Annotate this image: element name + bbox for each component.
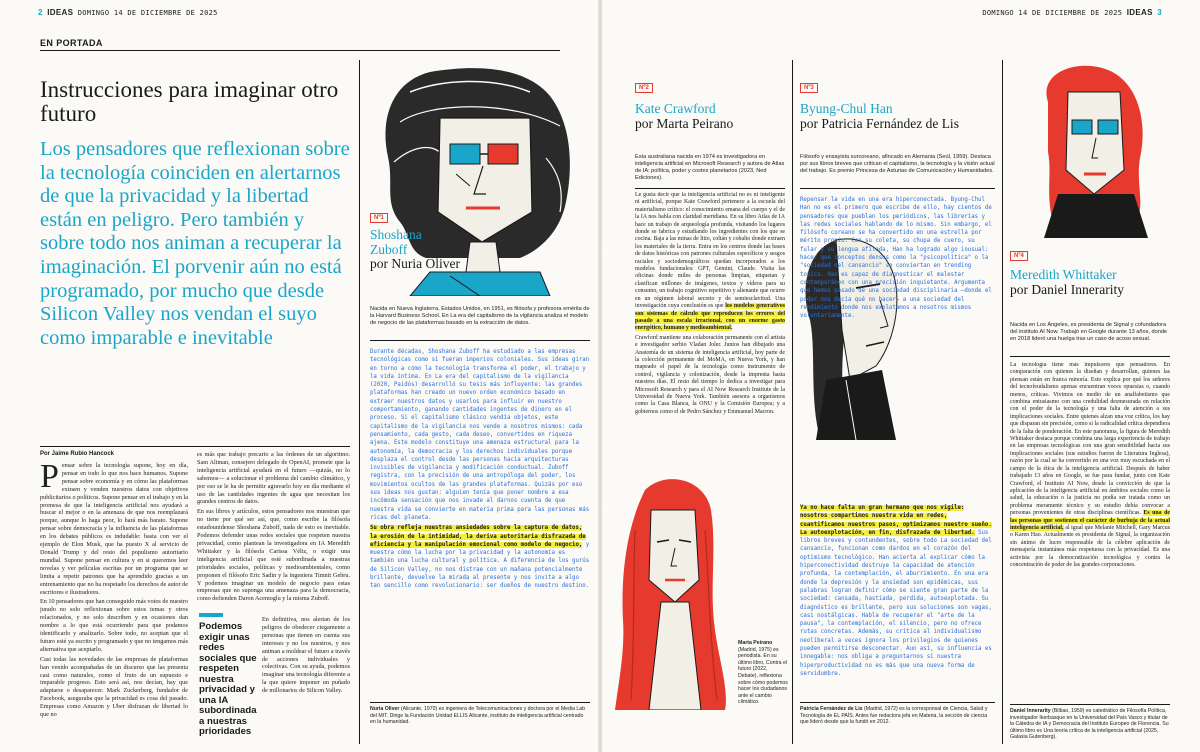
right-folio <box>982 8 1162 17</box>
profile-3-text-cont <box>800 504 995 698</box>
profile-2-text <box>635 192 785 476</box>
meredith-whittaker-illustration <box>1008 62 1168 238</box>
profile-2-number-tag: Nº2 <box>635 83 653 93</box>
column-divider <box>792 60 793 744</box>
headline: Instrucciones para imaginar otro futuro <box>40 77 339 126</box>
profile-1-header <box>370 206 460 272</box>
top-rule <box>40 50 560 51</box>
profile-1-text <box>370 348 590 696</box>
profile-2-sig-name: Marta Peirano <box>738 640 773 646</box>
profile-1-sig-name: Nuria Oliver <box>370 706 400 712</box>
profile-4-highlight: Es una de las personas que sostienen el carácter de burbuja de la actual inteligencia artificial, <box>1010 510 1170 531</box>
profile-2-text-cont <box>738 480 788 630</box>
profile-2-name: Kate Crawford <box>635 101 716 116</box>
profile-4-bio: Nacida en Los Ángeles, es presidenta de Signal y cofundadora del instituto AI Now. Trabajó en Google durante 13 años, donde en 2018 lideró una huelga tras un caso de acoso sexual. <box>1010 322 1168 342</box>
profile-4-sig-text: (Bilbao, 1959) es catedrático de Filosofía Política, investigador Ikerbasque en la Universidad del País Vasco y titular de la Cátedra de IA y Democracia del Instituto Europeo de Florencia. Su último libro es Una teoría crítica de la inteligencia artificial (2025, Galaxia Gutenberg). <box>1010 708 1169 741</box>
profile-2-paragraph: Le gusta decir que la inteligencia artificial no es ni inteligente ni artificial, porque Kate Crawford pertenece a la escuela del materialismo crítico: el conocimiento emana del cuerpo y el de la IA nos habla con claridad meridiana. En su libro Atlas de IA hace un trabajo de arqueología profunda, visitando los lugares donde se fabrica y estudiando los ingredientes con los que se cocina. Baja a las minas de litio, coltán y cobalto donde extraen los materiales de la tierra. Entra en los centros donde las bases de datos históricas con patrones culturales específicos y sesgos raciales y sociodemográficos quedan incorporados a los modelos fundacionales: GPT, Gemini, Claude. Visita las oficinas donde miles de personas limpian, etiquetan y clasifican millones de imágenes, textos y vídeos para su consumo, un trabajo cognitivo repetitivo y alienante que ocurre en un régimen laboral secreto y de semiesclavitud. Una investigación cuya conclusión es que <box>635 192 785 310</box>
article-paragraph: es más que trabajo precario a las órdenes de un algoritmo. Sam Altman, consejero delegado de OpenAI, promete que la inteligencia artificial ayudará en el futuro —quizás, no lo sabemos— a solucionar el problema del cambio climático, y por eso se le ha de permitir agravarlo hoy en día mediante el uso de las cantidades ingentes de agua que necesitan los grandes centros de datos. <box>197 451 350 506</box>
profile-1-paragraph: y muestra cómo la lucha por la privacidad y la autonomía es también una lucha cultural y política. A diferencia de los gurús de Silicon Valley, no nos distrae con un mañana potencialmente brillante, devuelve la mirada al presente y nos invita a algo tan sencillo como revolucionario: ser dueños de nuestro destino. <box>370 541 590 590</box>
profile-4-author: por Daniel Innerarity <box>1010 281 1124 297</box>
article-column-2b <box>262 616 350 744</box>
profile-1-highlight: Su obra refleja nuestras ansiedades sobre la captura de datos, la erosión de la intimidad, la deriva autoritaria disfrazada de eficiencia y la manipulación emocional como modelo de negocio, <box>370 525 586 548</box>
left-folio <box>38 8 218 17</box>
right-page <box>600 0 1200 752</box>
profile-2-paragraph: Crawford mantiene una colaboración permanente con el artista e investigador serbio Vladan Joler. Juntos han dibujado una Anatomía de un sistema de inteligencia artificial, hoy parte de la colección permanente del MoMA, en Nueva York, y han mapeado el papel de la tecnología como instrumento de control, vigilancia y colonización, desde la imprenta hasta nuestros días. El resto del tiempo lo dedica a investigar para Microsoft Research y para el AI Now Research Institute de la Universidad de Nueva York. También asesora a organismos como la Casa Blanca, la ONU y la Comisión Europea; y a gobiernos como el de Pedro Sánchez y Emmanuel Macron. <box>635 334 785 415</box>
profile-1-name: Shoshana Zuboff <box>370 227 422 257</box>
profile-3-header <box>800 76 990 131</box>
profile-4-rule <box>1010 356 1170 357</box>
profile-4-header <box>1010 244 1170 297</box>
profile-4-paragraph: La tecnología tiene más impulsores que pensadores. En comparación con quienes la diseñan y desarrollan, quienes las piensan están en franca minoría. Esto explica por qué los señores del tecnofeudalismo apenas encuentran voces opuestas o, cuando menos, críticas. Vivimos en medio de un analfabetismo que combina entusiasmo con una credulidad desmesurada en relación con el poder de la tecnología y una falta de atención a sus implicaciones sociales. Entre quienes alzan una voz crítica, los hay que disparan sin precisión, como si la radicalidad crítica dependiera de la falta de ponderación. En este panorama, la figura de Meredith Whittaker destaca porque combina una larga experiencia de trabajo en las empresas tecnológicas con una gran sensibilidad hacia sus implicaciones sociales (sus estudios fueron de Literatura Inglesa), razón por la cual se ha convertido en una voz muy escuchada en el campo de la ética de la inteligencia artificial. Después de haber trabajado 13 años en Google, se fue para fundar, junto con Kate Crawford, el Instituto AI Now, desde la convicción de que la aplicación de la inteligencia artificial en ámbitos sociales como la salud, la educación o la justicia no podía ser tratada como un problema meramente técnico y su estudio debía convocar a personas provenientes de otras disciplinas científicas. <box>1010 362 1170 517</box>
left-section-name: IDEAS <box>47 8 74 17</box>
profile-1-paragraph: Durante décadas, Shoshana Zuboff ha estudiado a las empresas tecnológicas como si fueran imperios coloniales. Sus ideas giran en torno a cómo la tecnología transforma el poder, el trabajo y la vida íntima. En La era del capitalismo de la vigilancia (2020, Paidós) desarrolló su tesis más influyente: las grandes plataformas han creado un nuevo orden económico basado en extraer nuestros datos y usarlos para influir en nuestro comportamiento, ganando cantidades ingentes de dinero en el proceso. Si el capitalismo clásico vendía objetos, este capitalismo de la vigilancia nos vende a nosotros mismos: cada pensamiento, cada gesto, cada deseo, convertidos en riqueza ajena. Este modelo constituye una amenaza estructural para la autonomía, la democracia y los derechos individuales porque desplaza el control desde las personas hacia arquitecturas invisibles de vigilancia y modificación conductual. Zuboff registra, con la precisión de una antropóloga del poder, los movimientos ocultos de las grandes plataformas. Quizás por eso sus ideas nos gustan: alguien tenía que poner nombre a esa incómoda sensación que nos invade al darnos cuenta de que nuestra vida se convierte en materia prima para las personas más ricas del planeta. <box>370 349 590 521</box>
profile-3-paragraph: Repensar la vida en una era hiperconectada. Byung-Chul Han no es el primero que escribe de ello, hay cientos de pensadores que pueblan los periódicos, las librerías y las redes sociales hablando de lo mismo. Sin embargo, el filósofo coreano se ha convertido en una estrella por mérito propio. Con su coleta, su chupa de cuero, su fular y su lengua afilada, Han ha logrado algo inusual: hacer que conceptos densos como la "psicopolítica" o la "sociedad del cansancio" se conviertan en trending topics. Han es capaz de diagnosticar el malestar contemporáneo con una precisión inquietante. Argumenta que hemos pasado de una sociedad disciplinaria —donde el poder nos decía qué no hacer— a una sociedad del rendimiento donde nos explotamos a nosotros mismos voluntariamente. <box>800 197 992 320</box>
pull-quote-text: Podemos exigir unas redes sociales que respeten nuestra privacidad y una IA subordinada a nuestras prioridades <box>199 621 257 737</box>
profile-3-bio: Filósofo y ensayista surcoreano, afincado en Alemania (Seúl, 1959). Destaca por sus libros breves que critican el capitalismo, la tecnología y la visión actual del trabajo. Es premio Princesa de Asturias de Comunicación y Humanidades. <box>800 154 995 174</box>
right-section-name: IDEAS <box>1126 8 1153 17</box>
profile-3-rule <box>800 188 995 189</box>
article-paragraph: En 10 pensadores que han conseguido más votos de nuestro jurado no solo reflexionan sobre estos temas y otros relacionados, y no solo describen y en ocasiones dan nombre a lo que está ocurriendo para que podamos identificarlo y analizarlo. Sobre todo, no aceptan que el futuro esté ya escrito y programado y que no tengamos más alternativa que aceptarlo. <box>40 598 188 653</box>
article-paragraph: Casi todas las novedades de las empresas de plataformas han venido acompañadas de un discurso que las presenta casi como naturales, como el fruto de un supuesto e imparable progreso. Esto será así, nos decían, hay que adaptarse o desaparecer. Mark Zuckerberg, fundador de Facebook, aseguraba que la privacidad es cosa del pasado. Empresas como Amazon y Uber disfrazan de libertad lo que no <box>40 655 188 719</box>
profile-3-sig-name: Patricia Fernández de Lis <box>800 706 863 712</box>
right-date: DOMINGO 14 DE DICIEMBRE DE 2025 <box>982 9 1123 17</box>
column-divider <box>359 60 360 744</box>
profile-4-text <box>1010 362 1170 702</box>
profile-4-paragraph: al igual que Melanie Mitchell, Gary Marcus o Karen Hao. Actualmente es presidenta de Signal, la organización sin ánimo de lucro responsable de la célebre aplicación de mensajería instantánea más respetuosa con la privacidad. Es una activista por la democratización tecnológica y contra la concentración de poder de las grandes corporaciones. <box>1010 524 1170 568</box>
column-divider <box>1002 60 1003 744</box>
drop-cap: P <box>40 462 59 495</box>
profile-4-number-tag: Nº4 <box>1010 251 1028 261</box>
article-paragraph: En definitiva, nos alertan de los peligros de obedecer ciegamente a personas que tienen en cuenta sus intereses y no los nuestros, y nos animan a moldear el futuro a través de acciones individuales y colectivas. Con su ayuda, podemos imaginar una tecnología diferente a la que quiere imponer un puñado de millonarios de Silicon Valley. <box>262 616 350 695</box>
profile-1-signature <box>370 706 590 726</box>
profile-4-signature <box>1010 708 1170 741</box>
profile-2-rule <box>635 188 785 189</box>
profile-1-sig-rule <box>370 702 590 703</box>
profile-3-author: por Patricia Fernández de Lis <box>800 115 959 131</box>
section-label: EN PORTADA <box>40 38 103 48</box>
profile-3-signature <box>800 706 995 726</box>
right-page-number: 3 <box>1157 8 1162 17</box>
deck: Los pensadores que reflexionan sobre la tecnología coinciden en alertarnos de que la privacidad y la libertad están en peligro. Pero también y sobre todo nos animan a recuperar la imaginación. El porvenir aún no está programado, por mucho que desde Silicon Valley nos vendan el suyo como imparable e inevitable <box>40 138 350 349</box>
profile-2-highlight: los modelos generativos son sistemas de cálculo que reproducen los errores del pasado a una escala irracional, con un enorme gasto energético, humano y medioambiental. <box>635 303 785 332</box>
article-paragraph: En sus libros y artículos, estos pensadores nos muestran que no tiene por qué ser así, que, como escribe la filósofa estadounidense Shoshana Zuboff, nada de esto es inevitable. Podemos defender unas redes sociales que respeten nuestra privacidad, como plantean la investigadora en IA Meredith Whittaker y la filósofa Carissa Véliz, o exigir una inteligencia artificial que esté subordinada a nuestras prioridades sociales, políticas y medioambientales, como proponen el filósofo Eric Sadin y la ingeniera Timnit Gebru. Y podemos imaginar un modelo de negocio para estas empresas que no suponga una amenaza para la democracia, como defienden Daron Acemoglu y la misma Zuboff. <box>197 508 350 603</box>
profile-3-number-tag: Nº3 <box>800 83 818 93</box>
article-paragraph: ensar sobre la tecnología supone, hoy en día, pensar en todo lo que nos hace humanos. Supone pensar sobre economía y en cómo las plataformas extraen y venden nuestros datos con objetivos publicitarios o políticos. Supone pensar en el trabajo y en la promesa de que la inteligencia artificial nos ayudará a buscar el mejor o en la amenaza de que nos reemplazará porque, aunque lo haga peor, lo hará más barato. Supone pensar sobre democracia y la influencia de las plataformas en los debates públicos es indudable: basta con ver el ejemplo de Elon Musk, que ha puesto X al servicio de Donald Trump y del resto del populismo autoritario mundial. Supone pensar en cultura y en si queremos leer novelas y ver películas escritas por un programa que se limita a repetir patrones que ha aprendido gracias a un entrenamiento que no ha respetado los derechos de autor de escritores e ilustradores. <box>40 462 188 596</box>
profile-3-text <box>800 196 995 502</box>
profile-1-rule <box>370 340 590 341</box>
article-column-1 <box>40 462 188 744</box>
byline: Por Jaime Rubio Hancock <box>40 451 115 457</box>
profile-4-sig-name: Daniel Innerarity <box>1010 708 1051 714</box>
profile-3-name: Byung-Chul Han <box>800 101 893 116</box>
left-page-number: 2 <box>38 8 43 17</box>
profile-4-sig-rule <box>1010 704 1170 705</box>
byline-rule <box>40 446 350 447</box>
profile-2-signature <box>738 640 788 706</box>
profile-1-number-tag: Nº1 <box>370 213 388 223</box>
profile-1-sig-text: (Alicante, 1970) es ingeniera de Telecomunicaciones y doctora por el Media Lab del MIT. Dirige la Fundación Unidad ELLIS Alicante, instituto de inteligencia artificial centrado en la humanidad. <box>370 706 586 726</box>
profile-3-highlight: Ya no hace falta un gran hermano que nos vigile: nosotros compartimos nuestra vida en redes, cuantificamos nuestros pasos, optimizamos nuestro sueño. La autoexplotación, en fin, disfrazada de libertad. <box>800 505 992 536</box>
article-column-2 <box>197 451 350 611</box>
profile-1-bio: Nacida en Nueva Inglaterra, Estados Unidos, en 1951, es filósofa y profesora emérita de la Harvard Business School. En La era del capitalismo de la vigilancia analiza el modelo de negocio de las plataformas basado en la extracción de datos. <box>370 306 590 326</box>
left-date: DOMINGO 14 DE DICIEMBRE DE 2025 <box>77 9 218 17</box>
pull-quote <box>199 613 257 738</box>
profile-3-paragraph: Sus libros breves y contundentes, sobre todo La sociedad del cansancio, funcionan como dardos en el corazón del optimismo tecnológico. Han acierta al explicar cómo la hiperconectividad destruye la capacidad de atención profunda, la contemplación, el aburrimiento. En una era donde la depresión y la ansiedad son epidémicas, sus palabras logran definir cómo se siente gran parte de la sociedad: cansada, hastiada, perdida, autoexplotada. Su diagnóstico es brillante, pero sus soluciones son vagas, casi nostálgicas. Habla de recuperar el "arte de la pausa", la contemplación, el silencio, pero no ofrece rutas concretas. Además, su crítica al individualismo neoliberal a veces ignora los privilegios de quienes pueden permitirse desconectar. Aun así, su influencia es innegable: nos obliga a preguntarnos si nuestra hiperproductividad no es más que una nueva forma de servidumbre. <box>800 529 992 677</box>
profile-2-author: por Marta Peirano <box>635 115 734 131</box>
profile-2-bio: Esta australiana nacida en 1974 es investigadora en inteligencia artificial en Microsoft Research y autora de Atlas de IA: política, poder y costes planetarios (2023, Ned Ediciones). <box>635 154 785 181</box>
profile-3-sig-rule <box>800 702 995 703</box>
profile-1-author: por Nuria Oliver <box>370 256 460 271</box>
profile-3-sig-text: (Madrid, 1972) es la corresponsal de Ciencia, Salud y Tecnología de EL PAÍS. Antes fue redactora jefa en Materia, la sección de ciencia que lideró desde que la fundó en 2012. <box>800 706 988 726</box>
profile-2-sig-text: (Madrid, 1975) es periodista. En su último libro, Contra el futuro (2022, Debate), reflexiona sobre cómo podemos hacer los ciudadanos ante el cambio climático. <box>738 646 788 706</box>
profile-2-header <box>635 76 785 131</box>
kate-crawford-illustration <box>605 470 735 710</box>
profile-4-name: Meredith Whittaker <box>1010 267 1117 282</box>
